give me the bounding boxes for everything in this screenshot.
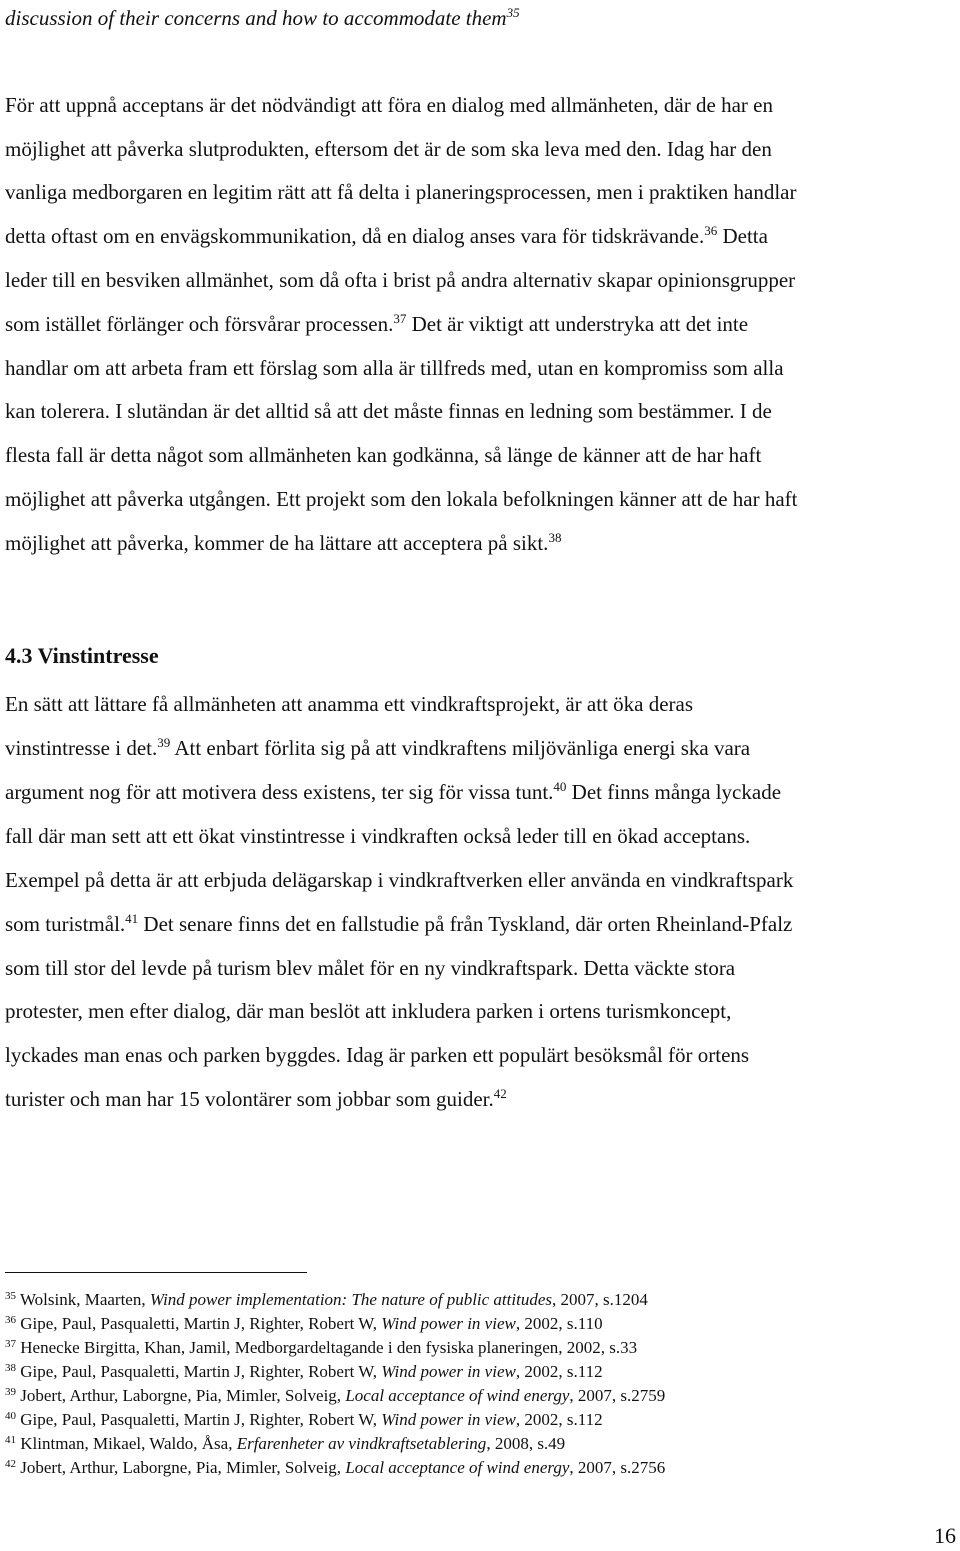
text-line: flesta fall är detta något som allmänheten kan godkänna, så länge de känner att de har haft xyxy=(5,443,762,467)
footnote-ref: 41 xyxy=(125,911,139,926)
text-line: möjlighet att påverka, kommer de ha lättare att acceptera på sikt.$^{38}$ xyxy=(5,530,562,555)
section-heading: 4.3 Vinstintresse xyxy=(5,643,159,668)
footnote: $^{39}$ Jobert, Arthur, Laborgne, Pia, Mimler, Solveig, Local acceptance of wind energy, 2007, s.2759 xyxy=(5,1386,666,1405)
text-line: kan tolerera. I slutändan är det alltid så att det måste finnas en ledning som bestämmer. I de xyxy=(5,399,772,423)
text-line: möjlighet att påverka utgången. Ett projekt som den lokala befolkningen känner att de har haft xyxy=(5,487,798,511)
text-line: argument nog för att motivera dess existens, ter sig för vissa tunt.$^{40}$ Det finns många lyckade xyxy=(5,779,782,804)
text-line: detta oftast om en envägskommunikation, då en dialog anses vara för tidskrävande.$^{36}$ Detta xyxy=(5,223,768,248)
text-line: möjlighet att påverka slutprodukten, eftersom det är de som ska leva med den. Idag har den xyxy=(5,137,772,161)
text-line: som till stor del levde på turism blev målet för en ny vindkraftspark. Detta väckte stora xyxy=(5,956,736,980)
text-line: lyckades man enas och parken byggdes. Idag är parken ett populärt besöksmål för ortens xyxy=(5,1043,750,1067)
page-number: 16 xyxy=(934,1523,956,1548)
text-line: turister och man har 15 volontärer som jobbar som guider.$^{42}$ xyxy=(5,1086,507,1111)
text-line: som istället förlänger och försvårar processen.$^{37}$ Det är viktigt att understryka att det inte xyxy=(5,311,749,336)
footnote: $^{35}$ Wolsink, Maarten, Wind power implementation: The nature of public attitudes, 2007, s.1204 xyxy=(5,1290,648,1309)
text-line: handlar om att arbeta fram ett förslag som alla är tillfreds med, utan en kompromiss som alla xyxy=(5,356,784,380)
text-line: För att uppnå acceptans är det nödvändigt att föra en dialog med allmänheten, där de har en xyxy=(5,93,773,117)
text-line: leder till en besviken allmänhet, som då ofta i brist på andra alternativ skapar opinionsgrupper xyxy=(5,268,796,292)
text-line: En sätt att lättare få allmänheten att anamma ett vindkraftsprojekt, är att öka deras xyxy=(5,692,694,716)
footnote: $^{41}$ Klintman, Mikael, Waldo, Åsa, Erfarenheter av vindkraftsetablering, 2008, s.49 xyxy=(5,1434,566,1453)
footnote-ref: 42 xyxy=(493,1086,507,1101)
text-line: protester, men efter dialog, där man beslöt att inkludera parken i ortens turismkoncept, xyxy=(5,999,732,1023)
text-line: fall där man sett att ett ökat vinstintresse i vindkraften också leder till en ökad acceptans. xyxy=(5,824,751,848)
text-line: vinstintresse i det.$^{39}$ Att enbart förlita sig på att vindkraftens miljövänliga energi ska vara xyxy=(5,735,751,760)
footnote-ref: 38 xyxy=(548,530,562,545)
footnote: $^{40}$ Gipe, Paul, Pasqualetti, Martin J, Righter, Robert W, Wind power in view, 2002, s.112 xyxy=(5,1410,603,1429)
footnote-separator xyxy=(5,1272,307,1273)
text-line: discussion of their concerns and how to accommodate them$^{35}$ xyxy=(5,5,520,30)
footnote-ref: 36 xyxy=(704,223,718,238)
footnote: $^{38}$ Gipe, Paul, Pasqualetti, Martin J, Righter, Robert W, Wind power in view, 2002, s.112 xyxy=(5,1362,603,1381)
footnote-ref: 37 xyxy=(393,311,407,326)
text-line: vanliga medborgaren en legitim rätt att få delta i planeringsprocessen, men i praktiken handlar xyxy=(5,180,797,204)
footnote: $^{42}$ Jobert, Arthur, Laborgne, Pia, Mimler, Solveig, Local acceptance of wind energy, 2007, s.2756 xyxy=(5,1458,666,1477)
footnote: $^{36}$ Gipe, Paul, Pasqualetti, Martin J, Righter, Robert W, Wind power in view, 2002, s.110 xyxy=(5,1314,603,1333)
footnote-ref: 40 xyxy=(553,779,567,794)
text-line: som turistmål.$^{41}$ Det senare finns det en fallstudie på från Tyskland, där orten Rheinland-Pfalz xyxy=(5,911,793,936)
footnote-ref: 39 xyxy=(157,735,171,750)
footnote: $^{37}$ Henecke Birgitta, Khan, Jamil, Medborgardeltagande i den fysiska planeringen, 2002, s.33 xyxy=(5,1338,638,1357)
text-line: Exempel på detta är att erbjuda delägarskap i vindkraftverken eller använda en vindkraftspark xyxy=(5,868,794,892)
